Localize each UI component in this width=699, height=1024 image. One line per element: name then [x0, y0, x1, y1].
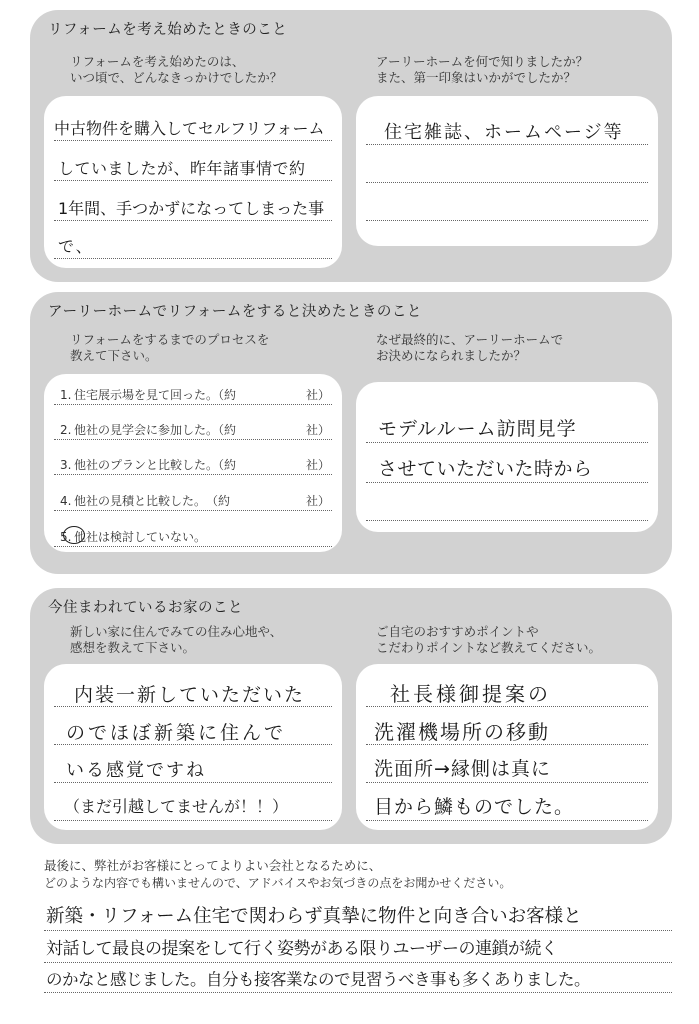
option-compare-plan: 3. 他社のプランと比較した。（約 社） [60, 458, 331, 472]
question-recommend-points: ご自宅のおすすめポイントや こだわりポイントなど教えてください。 [376, 624, 602, 655]
answer-card-recommend-points [356, 664, 658, 830]
option-showroom: 1. 住宅展示場を見て回った。（約 社） [60, 388, 331, 402]
handwritten-answer-line: 住宅雑誌、ホームページ等 [384, 122, 624, 143]
handwritten-answer-line: 1年間、手つかずになってしまった事 [58, 199, 325, 218]
footer-handwritten-line: 新築・リフォーム住宅で関わらず真摯に物件と向き合いお客様と [46, 906, 582, 927]
option-no-other-company: 5. 他社は検討していない。 [60, 528, 206, 545]
handwritten-answer-line: で、 [58, 237, 94, 256]
handwritten-answer-line: 洗濯機場所の移動 [374, 720, 550, 744]
footer-question-line1: 最後に、弊社がお客様にとってよりよい会社となるために、 [44, 858, 382, 873]
process-options-card [44, 374, 342, 552]
footer-handwritten-line: のかなと感じました。自分も接客業なので見習うべき事も多くありました。 [46, 970, 590, 989]
answer-card-when-why [44, 96, 342, 268]
section-title: アーリーホームでリフォームをすると決めたときのこと [48, 304, 422, 320]
handwritten-answer-line: （まだ引越してませんが！！） [64, 797, 289, 816]
section-reform-start [30, 10, 672, 282]
handwritten-answer-line: 目から鱗ものでした。 [374, 796, 575, 818]
question-living-impression: 新しい家に住んでみての住み心地や、 感想を教えて下さい。 [70, 624, 283, 655]
handwritten-answer-line: 社長様御提案の [390, 682, 551, 706]
footer-handwritten-line: 対話して最良の提案をして行く姿勢がある限りユーザーの連鎖が続く [46, 939, 558, 959]
option-compare-estimate: 4. 他社の見積と比較した。 （約 社） [60, 494, 331, 508]
question-process: リフォームをするまでのプロセスを 教えて下さい。 [70, 332, 270, 363]
handwritten-answer-line: モデルルーム訪問見学 [378, 418, 577, 440]
selected-circle-mark [63, 526, 85, 544]
question-when-why: リフォームを考え始めたのは、 いつ頃で、どんなきっかけでしたか？ [70, 54, 283, 85]
handwritten-answer-line: のでほぼ新築に住んで [66, 722, 287, 744]
handwritten-answer-line: 内装一新していただいた [74, 684, 306, 706]
section-title: 今住まわれているお家のこと [48, 600, 243, 616]
question-final-reason: なぜ最終的に、アーリーホームで お決めになられましたか？ [376, 332, 564, 363]
option-open-house: 2. 他社の見学会に参加した。（約 社） [60, 423, 331, 437]
question-how-found: アーリーホームを何で知りましたか？ また、第一印象はいかがでしたか？ [376, 54, 589, 85]
section-decided [30, 292, 672, 574]
answer-card-living-impression [44, 664, 342, 830]
handwritten-answer-line: していましたが、昨年諸事情で約 [58, 159, 306, 178]
handwritten-answer-line: させていただいた時から [378, 458, 593, 480]
answer-card-how-found [356, 96, 658, 246]
handwritten-answer-line: 中古物件を購入してセルフリフォーム [54, 119, 325, 138]
handwritten-answer-line: いる感覚ですね [66, 760, 206, 781]
footer-question-line2: どのような内容でも構いませんので、アドバイスやお気づきの点をお聞かせください。 [44, 876, 512, 890]
section-current-home [30, 588, 672, 844]
section-title: リフォームを考え始めたときのこと [48, 22, 288, 38]
answer-card-final-reason [356, 382, 658, 532]
handwritten-answer-line: 洗面所→縁側は真に [374, 758, 551, 780]
